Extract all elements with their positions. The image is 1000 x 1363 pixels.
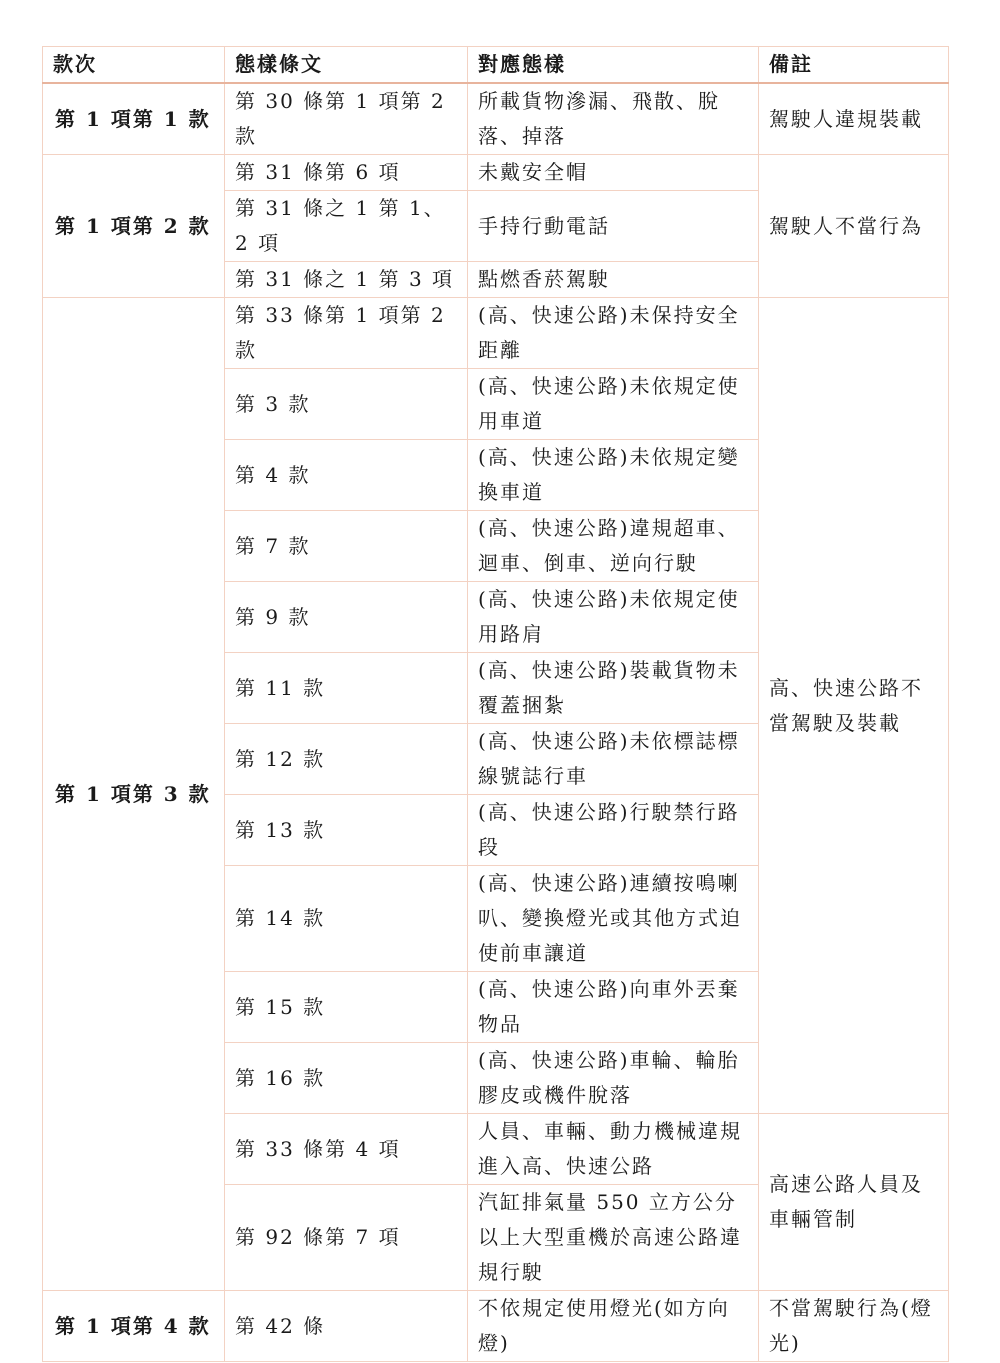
note-cell: 駕駛人不當行為 — [759, 155, 949, 298]
pattern-cell: 點燃香菸駕駛 — [468, 262, 759, 298]
header-clause: 款次 — [43, 47, 225, 84]
article-cell: 第 33 條第 1 項第 2 款 — [225, 298, 468, 369]
pattern-cell: 不依規定使用燈光(如方向燈) — [468, 1291, 759, 1362]
pattern-cell: (高、快速公路)行駛禁行路段 — [468, 795, 759, 866]
pattern-cell: (高、快速公路)向車外丟棄物品 — [468, 972, 759, 1043]
article-cell: 第 13 款 — [225, 795, 468, 866]
clause-cell: 第 1 項第 1 款 — [43, 83, 225, 155]
pattern-cell: (高、快速公路)未依標誌標線號誌行車 — [468, 724, 759, 795]
pattern-cell: (高、快速公路)裝載貨物未覆蓋捆紮 — [468, 653, 759, 724]
pattern-cell: 未戴安全帽 — [468, 155, 759, 191]
header-article: 態樣條文 — [225, 47, 468, 84]
violation-table-container — [42, 46, 948, 1362]
note-cell: 駕駛人違規裝載 — [759, 83, 949, 155]
table-row — [43, 1291, 949, 1362]
pattern-cell: (高、快速公路)車輪、輪胎膠皮或機件脫落 — [468, 1043, 759, 1114]
article-cell: 第 15 款 — [225, 972, 468, 1043]
clause-cell: 第 1 項第 4 款 — [43, 1291, 225, 1362]
pattern-cell: (高、快速公路)未保持安全距離 — [468, 298, 759, 369]
article-cell: 第 11 款 — [225, 653, 468, 724]
clause-cell: 第 1 項第 2 款 — [43, 155, 225, 298]
article-cell: 第 12 款 — [225, 724, 468, 795]
note-cell: 不當駕駛行為(燈光) — [759, 1291, 949, 1362]
article-cell: 第 9 款 — [225, 582, 468, 653]
article-cell: 第 30 條第 1 項第 2 款 — [225, 83, 468, 155]
table-header-row — [43, 47, 949, 84]
header-note: 備註 — [759, 47, 949, 84]
article-cell: 第 4 款 — [225, 440, 468, 511]
article-cell: 第 92 條第 7 項 — [225, 1185, 468, 1291]
article-cell: 第 31 條之 1 第 1、2 項 — [225, 191, 468, 262]
article-cell: 第 14 款 — [225, 866, 468, 972]
header-pattern: 對應態樣 — [468, 47, 759, 84]
note-cell: 高速公路人員及車輛管制 — [759, 1114, 949, 1291]
pattern-cell: (高、快速公路)未依規定使用車道 — [468, 369, 759, 440]
pattern-cell: 所載貨物滲漏、飛散、脫落、掉落 — [468, 83, 759, 155]
table-row — [43, 298, 949, 369]
violation-table — [42, 46, 949, 1362]
pattern-cell: 人員、車輛、動力機械違規進入高、快速公路 — [468, 1114, 759, 1185]
article-cell: 第 33 條第 4 項 — [225, 1114, 468, 1185]
pattern-cell: 手持行動電話 — [468, 191, 759, 262]
article-cell: 第 42 條 — [225, 1291, 468, 1362]
clause-cell: 第 1 項第 3 款 — [43, 298, 225, 1291]
article-cell: 第 3 款 — [225, 369, 468, 440]
note-cell: 高、快速公路不當駕駛及裝載 — [759, 298, 949, 1114]
pattern-cell: (高、快速公路)未依規定使用路肩 — [468, 582, 759, 653]
table-row — [43, 83, 949, 155]
pattern-cell: 汽缸排氣量 550 立方公分以上大型重機於高速公路違規行駛 — [468, 1185, 759, 1291]
table-row — [43, 155, 949, 191]
pattern-cell: (高、快速公路)未依規定變換車道 — [468, 440, 759, 511]
pattern-cell: (高、快速公路)連續按鳴喇叭、變換燈光或其他方式迫使前車讓道 — [468, 866, 759, 972]
pattern-cell: (高、快速公路)違規超車、迴車、倒車、逆向行駛 — [468, 511, 759, 582]
article-cell: 第 31 條第 6 項 — [225, 155, 468, 191]
article-cell: 第 16 款 — [225, 1043, 468, 1114]
article-cell: 第 31 條之 1 第 3 項 — [225, 262, 468, 298]
article-cell: 第 7 款 — [225, 511, 468, 582]
